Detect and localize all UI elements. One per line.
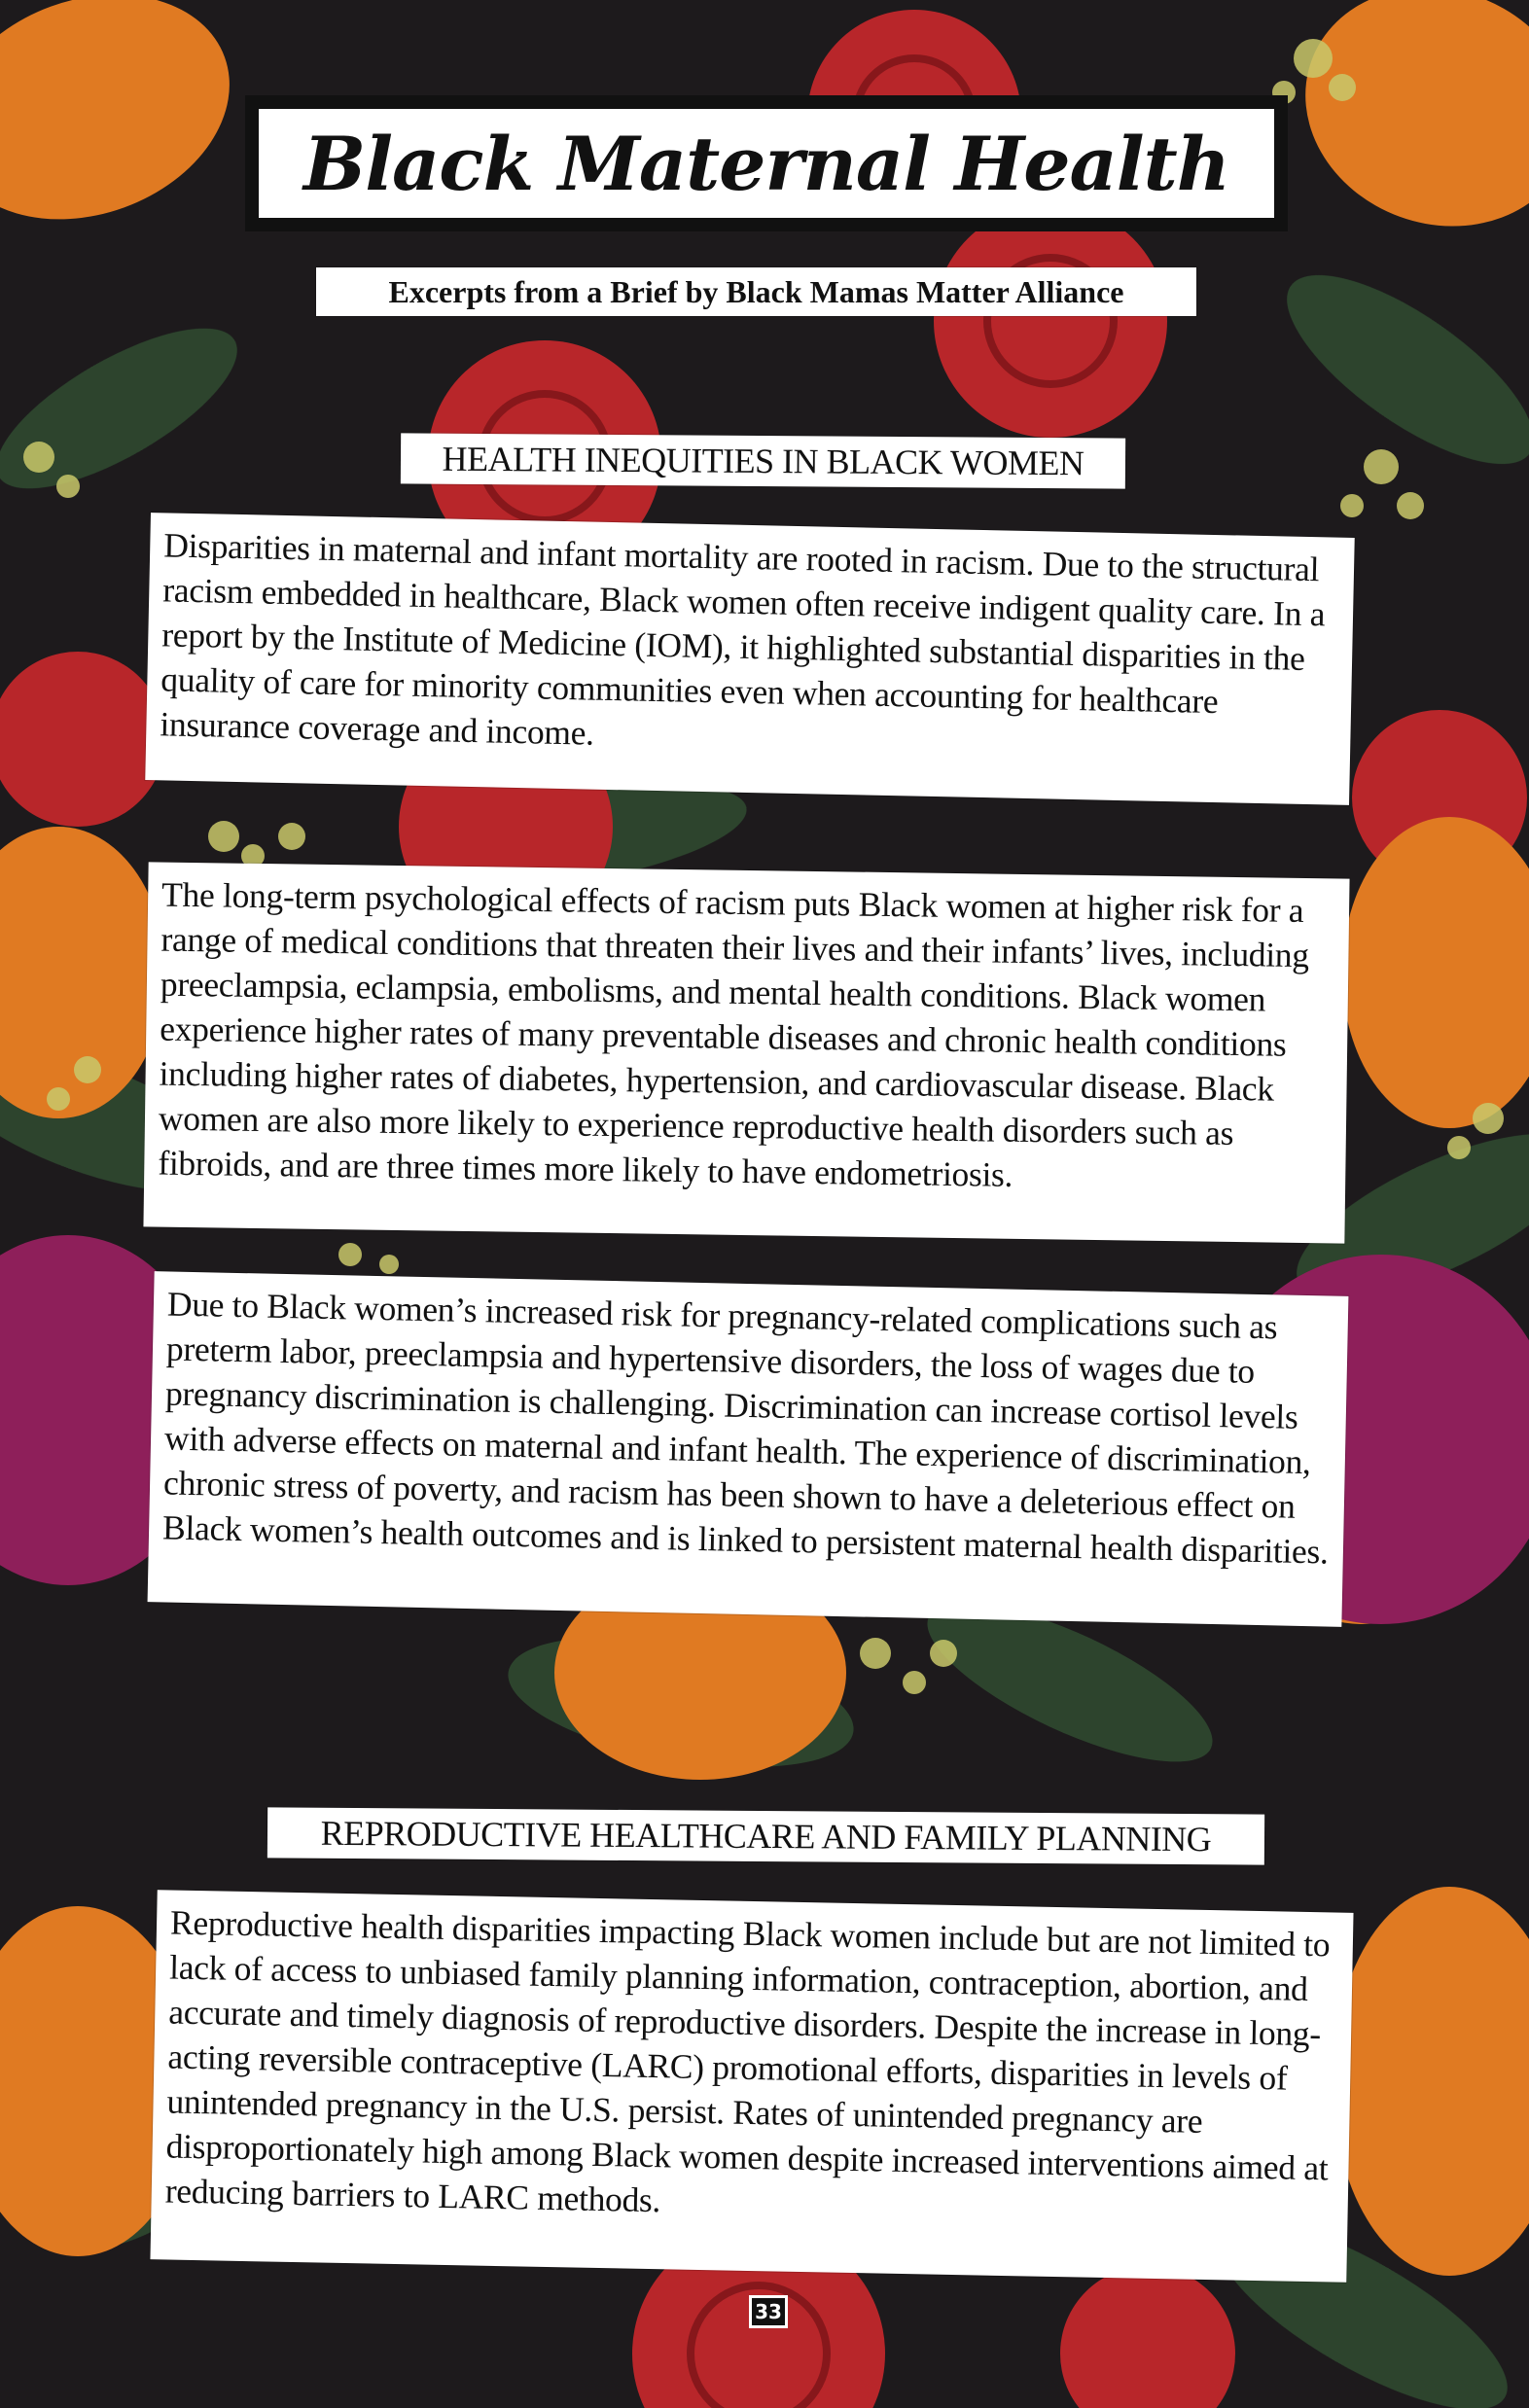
section-heading-reproductive-healthcare: REPRODUCTIVE HEALTHCARE AND FAMILY PLANNING (267, 1807, 1264, 1864)
title-box (259, 109, 1274, 218)
paragraph: Due to Black women’s increased risk for pregnancy-related complications such as preterm labor, preeclampsia and hypertensive disorders, the loss of wages due to pregnancy discrimination is challenging. Discrimination can increase cortisol levels with adverse effects on maternal and infant health. The experience of discrimination, chronic stress of poverty, and racism has been shown to have a deleterious effect on Black women’s health outcomes and is linked to persistent maternal health disparities. (148, 1271, 1349, 1627)
subtitle: Excerpts from a Brief by Black Mamas Matter Alliance (316, 267, 1196, 316)
paragraph: Reproductive health disparities impacting Black women include but are not limited to lack of access to unbiased family planning information, contraception, abortion, and accurate and timely diagnosis of reproductive disorders. Despite the increase in long-acting reversible contraceptive (LARC) promotional efforts, disparities in levels of unintended pregnancy in the U.S. persist. Rates of unintended pregnancy are disproportionately high among Black women despite increased interventions aimed at reducing barriers to LARC methods. (150, 1890, 1353, 2283)
page-title: Black Maternal Health (302, 120, 1230, 207)
section-heading-health-inequities: HEALTH INEQUITIES IN BLACK WOMEN (401, 433, 1125, 488)
title-banner (245, 95, 1288, 231)
paragraph: Disparities in maternal and infant mortality are rooted in racism. Due to the structural racism embedded in healthcare, Black women often receive indigent quality care. In a report by the Institute of Medicine (IOM), it highlighted substantial disparities in the quality of care for minority communities even when accounting for healthcare insurance coverage and income. (145, 513, 1354, 805)
paragraph: The long-term psychological effects of racism puts Black women at higher risk for a range of medical conditions that threaten their lives and their infants’ lives, including preeclampsia, eclampsia, embolisms, and mental health conditions. Black women experience higher rates of many preventable diseases and chronic health conditions including higher rates of diabetes, hypertension, and cardiovascular disease. Black women are also more likely to experience reproductive health disorders such as fibroids, and are three times more likely to have endometriosis. (143, 862, 1349, 1243)
page-number: 33 (749, 2295, 788, 2328)
